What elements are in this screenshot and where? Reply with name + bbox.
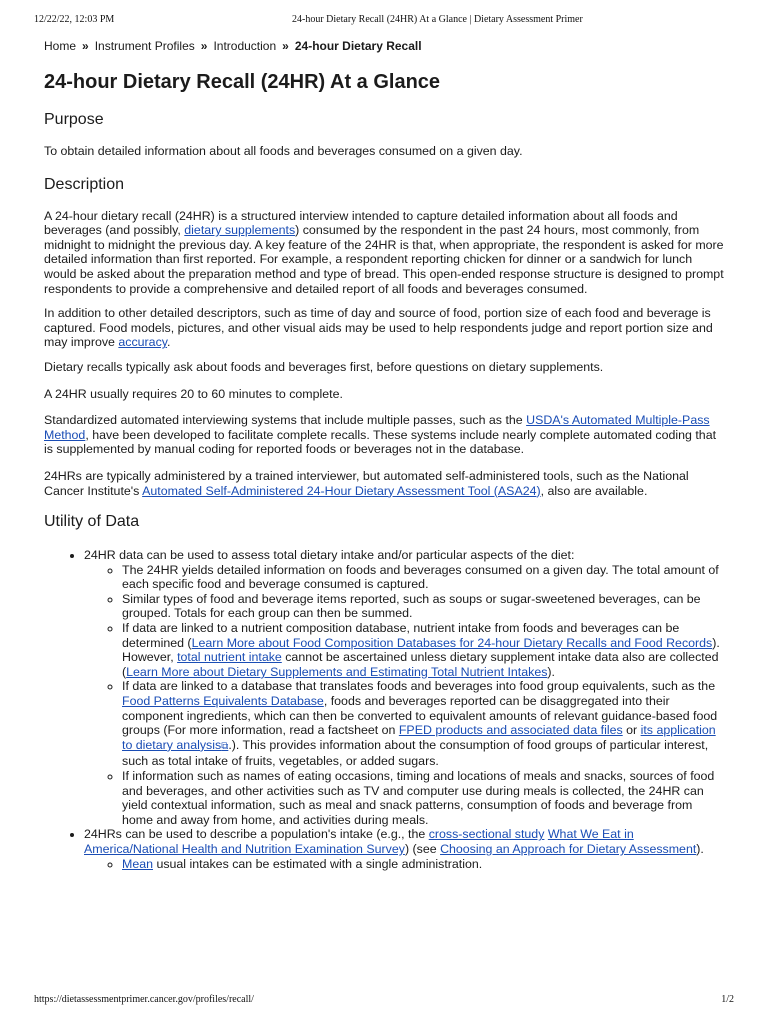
breadcrumb-instrument-profiles[interactable]: Instrument Profiles (94, 39, 195, 53)
cross-sectional-study-link[interactable]: cross-sectional study (428, 827, 545, 842)
total-nutrient-intake-link[interactable]: total nutrient intake (177, 650, 282, 665)
utility-sublist (84, 563, 724, 828)
list-item: • 24HRs can be used to describe a population's intake (e.g., the cross-sectional study What We Eat in America/National Health and Nutrition Examination Survey) (see Choosing an Approach for Dietary Assessment). ◦ Mean usual intakes can be estimated with a single administration. (84, 827, 724, 871)
breadcrumb (44, 39, 422, 53)
purpose-heading: Purpose (44, 111, 104, 128)
breadcrumb-separator: » (282, 39, 289, 53)
breadcrumb-current: 24-hour Dietary Recall (294, 39, 422, 53)
utility-sublist (84, 857, 724, 872)
description-paragraph-4: A 24HR usually requires 20 to 60 minutes to complete. (44, 386, 343, 401)
accuracy-link[interactable]: accuracy (118, 335, 168, 350)
description-heading: Description (44, 175, 125, 193)
wweia-nhanes-link[interactable]: What We Eat in America/National Health and Nutrition Examination Survey (84, 827, 634, 856)
fped-link[interactable]: Food Patterns Equivalents Database (122, 694, 324, 709)
breadcrumb-home[interactable]: Home (44, 39, 77, 53)
fped-products-link[interactable]: FPED products and associated data files (398, 723, 623, 738)
list-item: ◦ The 24HR yields detailed information on foods and beverages consumed on a given day. The total amount of each specific food and beverage consumed is captured. (122, 563, 724, 592)
food-composition-databases-link[interactable]: Learn More about Food Composition Databases for 24-hour Dietary Recalls and Food Records (191, 635, 713, 650)
print-datetime: 12/22/22, 12:03 PM (34, 14, 115, 25)
description-paragraph-6: 24HRs are typically administered by a trained interviewer, but automated self-administered tools, such as the National Cancer Institute's Automated Self-Administered 24-Hour Dietary Assessment Tool (ASA24), also are available. (44, 468, 689, 498)
print-doc-title: 24-hour Dietary Recall (24HR) At a Glance | Dietary Assessment Primer (292, 14, 583, 25)
print-page-number: 1/2 (721, 994, 734, 1005)
usda-ampm-link[interactable]: USDA's Automated Multiple-Pass Method (44, 413, 710, 442)
asa24-link[interactable]: Automated Self-Administered 24-Hour Dietary Assessment Tool (ASA24) (142, 483, 541, 498)
list-item: ◦ If data are linked to a database that translates foods and beverages into food group equivalents, such as the Food Patterns Equivalents Database, foods and beverages reported can be disaggregated into their component ingredients, which can then be converted to equivalent amounts of relevant guidance-based food groups (For more information, read a factsheet on FPED products and associated data files or its application to dietary analysis⧉.). This provides information about the consumption of food groups of particular interest, such as total intake of fruits, vegetables, or added sugars. (122, 679, 724, 769)
breadcrumb-separator: » (82, 39, 89, 53)
dietary-supplements-estimating-link[interactable]: Learn More about Dietary Supplements and Estimating Total Nutrient Intakes (126, 664, 548, 679)
list-item: • 24HR data can be used to assess total dietary intake and/or particular aspects of the diet: ◦ The 24HR yields detailed information on foods and beverages consumed on a given day. The total amount of each specific food and beverage consumed is captured. ◦ Similar types of food and beverage items reported, such as soups or sugar-sweetened beverages, can be grouped. Totals for each group can then be summed. ◦ If data are linked to a nutrient composition database, nutrient intake from foods and beverages can be determined (Learn More about Food Composition Databases for 24-hour Dietary Recalls and Food Records). However, total nutrient intake cannot be ascertained unless dietary supplement intake data also are collected (Learn More about Dietary Supplements and Estimating Total Nutrient Intakes). ◦ If data are linked to a database that translates foods and beverages into food group equivalents, such as the Food Patterns Equivalents Database, foods and beverages reported can be disaggregated into their component ingredients, which can then be converted to equivalent amounts of relevant guidance-based food groups (For more information, read a factsheet on FPED products and associated data files or its application to dietary analysis⧉.). This provides information about the consumption of food groups of particular interest, such as total intake of fruits, vegetables, or added sugars. ◦ If information such as names of eating occasions, timing and locations of meals and snacks, sources of food and beverages, and other activities such as TV and computer use during meals is collected, the 24HR can yield contextual information, such as meal and snack patterns, consumption of foods and beverage from home and away from home, and activities during meals. (84, 548, 724, 827)
utility-list (44, 548, 724, 871)
breadcrumb-introduction[interactable]: Introduction (213, 39, 277, 53)
dietary-supplements-link[interactable]: dietary supplements (184, 223, 296, 238)
print-footer (34, 994, 734, 1008)
main-content (44, 66, 724, 871)
external-link-icon: ⧉ (221, 740, 229, 752)
description-paragraph-1: A 24-hour dietary recall (24HR) is a structured interview intended to capture detailed information about all foods and beverages (and possibly, dietary supplements) consumed by the respondent in the past 24 hours, most commonly, from midnight to midnight the previous day. A key feature of the 24HR is that, when appropriate, the respondent is asked for more detailed information than first reported. For example, a respondent reporting chicken for dinner or a sandwich for lunch would be asked about the preparation method and type of bread. This open-ended response structure is designed to prompt respondents to provide a comprehensive and detailed report of all foods and beverages consumed. (44, 208, 724, 296)
breadcrumb-separator: » (200, 39, 208, 53)
utility-heading: Utility of Data (44, 513, 140, 531)
mean-link[interactable]: Mean (122, 856, 153, 871)
list-item: ◦ If information such as names of eating occasions, timing and locations of meals and snacks, sources of food and beverages, and other activities such as TV and computer use during meals is collected, the 24HR can yield contextual information, such as meal and snack patterns, consumption of foods and beverage from home and away from home, and activities during meals. (122, 769, 724, 827)
description-paragraph-5: Standardized automated interviewing systems that include multiple passes, such as the USDA's Automated Multiple-Pass Method, have been developed to facilitate complete recalls. These systems include nearly complete automated coding that is supplemented by manual coding for reported foods or beverages not in the database. (44, 413, 717, 457)
choosing-approach-link[interactable]: Choosing an Approach for Dietary Assessment (440, 841, 697, 856)
dietary-analysis-link[interactable]: its application to dietary analysis⧉ (122, 723, 716, 752)
list-item: ◦ Similar types of food and beverage items reported, such as soups or sugar-sweetened beverages, can be grouped. Totals for each group can then be summed. (122, 592, 724, 621)
list-item: ◦ Mean usual intakes can be estimated with a single administration. (122, 857, 724, 872)
page-title: 24-hour Dietary Recall (24HR) At a Glance (44, 71, 441, 93)
description-paragraph-3: Dietary recalls typically ask about foods and beverages first, before questions on dietary supplements. (44, 359, 604, 374)
print-url: https://dietassessmentprimer.cancer.gov/profiles/recall/ (34, 994, 254, 1005)
description-paragraph-2: In addition to other detailed descriptors, such as time of day and source of food, portion size of each food and beverage is captured. Food models, pictures, and other visual aids may be used to help respondents judge and report portion size and may improve accuracy. (44, 306, 713, 350)
list-item: ◦ If data are linked to a nutrient composition database, nutrient intake from foods and beverages can be determined (Learn More about Food Composition Databases for 24-hour Dietary Recalls and Food Records). However, total nutrient intake cannot be ascertained unless dietary supplement intake data also are collected (Learn More about Dietary Supplements and Estimating Total Nutrient Intakes). (122, 621, 724, 679)
print-header (34, 14, 734, 28)
purpose-text: To obtain detailed information about all foods and beverages consumed on a given day. (44, 144, 523, 158)
